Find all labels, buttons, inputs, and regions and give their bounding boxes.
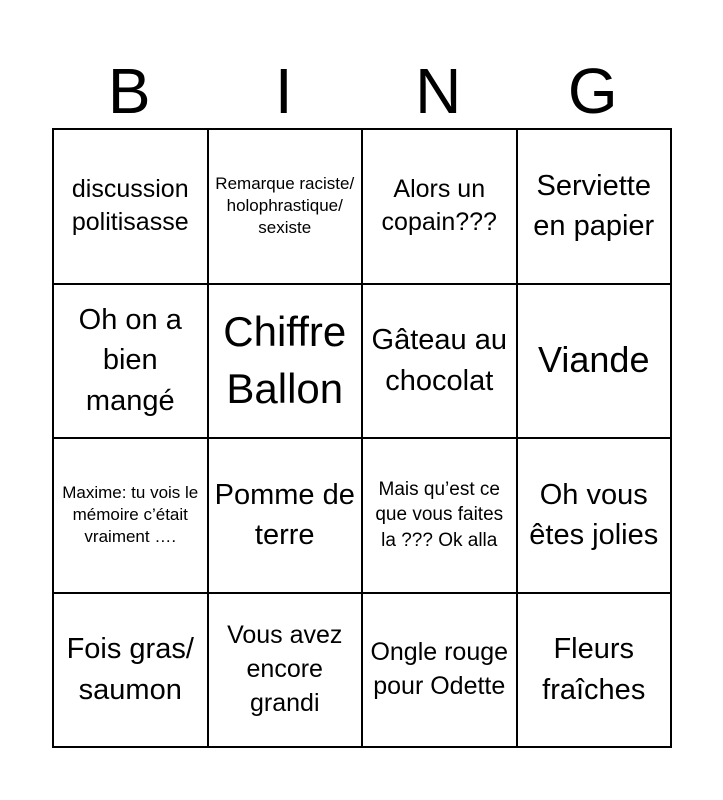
bingo-cell[interactable]: Gâteau au chocolat bbox=[362, 284, 517, 439]
bingo-cell[interactable]: Pomme de terre bbox=[208, 438, 363, 593]
bingo-cell[interactable]: Fleurs fraîches bbox=[517, 593, 672, 748]
bingo-cell[interactable]: Chiffre Ballon bbox=[208, 284, 363, 439]
bingo-cell[interactable]: Oh on a bien mangé bbox=[53, 284, 208, 439]
bingo-cell[interactable]: Fois gras/ saumon bbox=[53, 593, 208, 748]
title-letter-g: G bbox=[567, 55, 618, 127]
bingo-cell[interactable]: Alors un copain??? bbox=[362, 129, 517, 284]
bingo-grid bbox=[52, 128, 672, 748]
bingo-cell[interactable]: Mais qu’est ce que vous faites la ??? Ok alla bbox=[362, 438, 517, 593]
bingo-cell[interactable]: Viande bbox=[517, 284, 672, 439]
title-letter-n: N bbox=[415, 55, 462, 127]
bingo-cell[interactable]: Remarque raciste/ holophrastique/ sexiste bbox=[208, 129, 363, 284]
bingo-cell[interactable]: Serviette en papier bbox=[517, 129, 672, 284]
bingo-cell[interactable]: discussion politisasse bbox=[53, 129, 208, 284]
bingo-cell[interactable]: Maxime: tu vois le mémoire c’était vraiment …. bbox=[53, 438, 208, 593]
bingo-cell[interactable]: Oh vous êtes jolies bbox=[517, 438, 672, 593]
title-letter-i: I bbox=[274, 55, 293, 127]
bingo-cell[interactable]: Vous avez encore grandi bbox=[208, 593, 363, 748]
bingo-title bbox=[52, 55, 670, 127]
title-letter-b: B bbox=[107, 55, 151, 127]
bingo-cell[interactable]: Ongle rouge pour Odette bbox=[362, 593, 517, 748]
